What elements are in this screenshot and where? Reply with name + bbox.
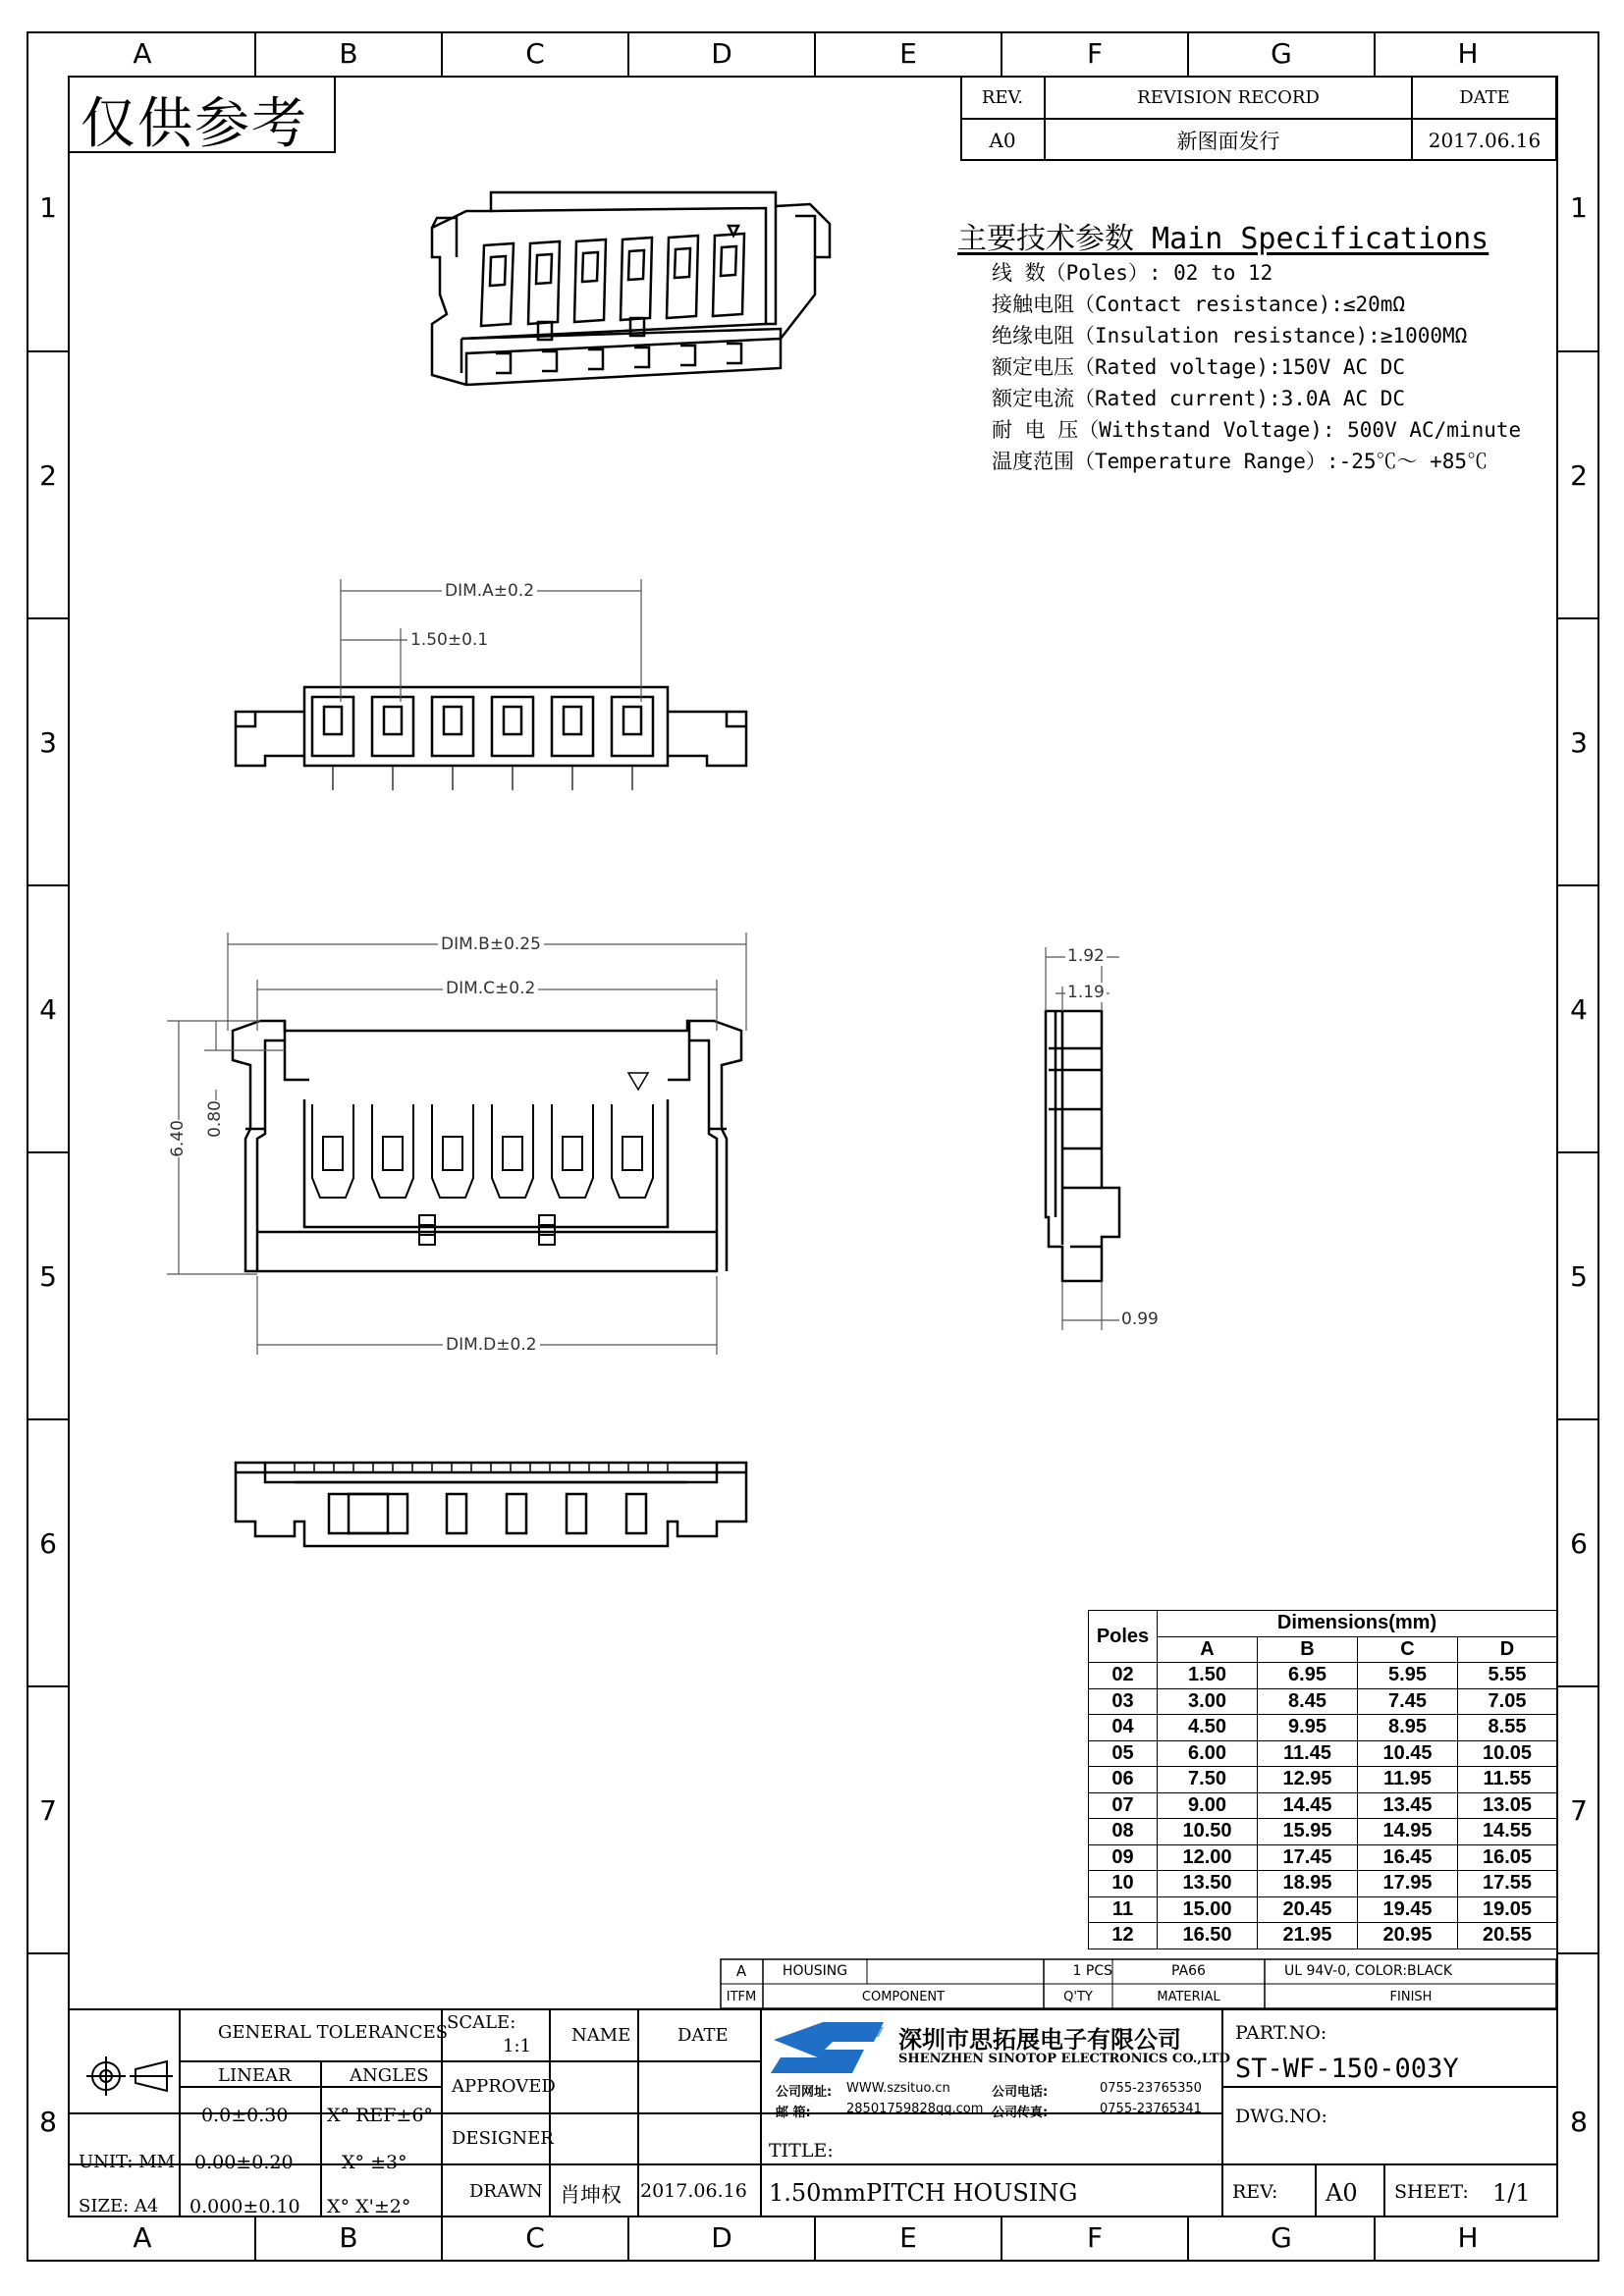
cell-a: 7.50 <box>1158 1767 1258 1793</box>
cell-b: 17.45 <box>1258 1844 1358 1871</box>
projection-symbol-icon <box>86 2056 173 2096</box>
scale-label: SCALE: <box>447 2012 516 2033</box>
linear-label: LINEAR <box>218 2065 292 2086</box>
dim-c-label: DIM.C±0.2 <box>443 979 538 998</box>
spec-rated-voltage: 额定电压（Rated voltage):150V AC DC <box>992 355 1406 379</box>
zone-row-6-right: 6 <box>1570 1527 1588 1560</box>
bom-item: A <box>735 1962 747 1980</box>
col-c-header: C <box>1358 1636 1458 1663</box>
zone-col-c: C <box>525 37 545 70</box>
angle-tolerance-1: X° REF±6° <box>327 2105 433 2126</box>
fax: 0755-23765341 <box>1100 2102 1202 2116</box>
rev-header: REV. <box>981 87 1024 108</box>
cell-c: 13.45 <box>1358 1792 1458 1819</box>
poles-cell: 03 <box>1089 1688 1158 1715</box>
cell-d: 20.55 <box>1458 1923 1557 1949</box>
dim-b-label: DIM.B±0.25 <box>438 934 544 954</box>
zone-col-h: H <box>1457 37 1479 70</box>
cell-d: 14.55 <box>1458 1819 1557 1845</box>
cell-b: 20.45 <box>1258 1896 1358 1923</box>
poles-cell: 05 <box>1089 1740 1158 1767</box>
bom-finish: UL 94V-0, COLOR:BLACK <box>1284 1963 1453 1979</box>
zone-row-5-right: 5 <box>1570 1260 1588 1293</box>
cell-a: 10.50 <box>1158 1819 1258 1845</box>
zone-row-4-right: 4 <box>1570 993 1588 1026</box>
unit-label: UNIT: MM <box>79 2152 176 2172</box>
tolerance-3: 0.000±0.10 <box>189 2196 300 2217</box>
poles-cell: 11 <box>1089 1896 1158 1923</box>
cell-c: 11.95 <box>1358 1767 1458 1793</box>
title-label: TITLE: <box>769 2140 834 2162</box>
zone-row-3-right: 3 <box>1570 726 1588 759</box>
sheet-label: SHEET: <box>1394 2181 1469 2203</box>
spec-temperature-range: 温度范围（Temperature Range）:-25℃～ +85℃ <box>992 450 1489 473</box>
pitch-label: 1.50±0.1 <box>407 630 491 650</box>
fax-label: 公司传真: <box>992 2106 1049 2120</box>
zone-row-8: 8 <box>39 2106 57 2138</box>
zone-col-d: D <box>711 37 732 70</box>
poles-header: Poles <box>1089 1611 1158 1663</box>
bom-item-header: ITFM <box>726 1989 757 2004</box>
cell-a: 9.00 <box>1158 1792 1258 1819</box>
zone-col-g-bottom: G <box>1271 2221 1292 2254</box>
drawn-label: DRAWN <box>469 2181 543 2202</box>
zone-row-2-right: 2 <box>1570 459 1588 492</box>
height-label: 6.40 <box>167 1120 188 1157</box>
phone-label: 公司电话: <box>992 2085 1049 2100</box>
cell-d: 17.55 <box>1458 1871 1557 1897</box>
cell-d: 10.05 <box>1458 1740 1557 1767</box>
phone: 0755-23765350 <box>1100 2081 1202 2096</box>
date-column-header: DATE <box>677 2025 729 2046</box>
bom-component: HOUSING <box>782 1963 848 1979</box>
spec-insulation-resistance: 绝缘电阻（Insulation resistance):≥1000MΩ <box>992 324 1468 347</box>
zone-col-b-bottom: B <box>339 2221 358 2254</box>
designer-label: DESIGNER <box>452 2128 554 2149</box>
cell-d: 16.05 <box>1458 1844 1557 1871</box>
cell-b: 14.45 <box>1258 1792 1358 1819</box>
tolerance-2: 0.00±0.20 <box>194 2152 294 2173</box>
name-header: NAME <box>571 2025 631 2046</box>
rev-value: A0 <box>989 128 1016 152</box>
cell-b: 6.95 <box>1258 1663 1358 1689</box>
cell-c: 20.95 <box>1358 1923 1458 1949</box>
col-b-header: B <box>1258 1636 1358 1663</box>
cell-c: 7.45 <box>1358 1688 1458 1715</box>
general-tolerances-label: GENERAL TOLERANCES <box>218 2022 449 2043</box>
zone-row-2: 2 <box>39 459 57 492</box>
zone-row-8-right: 8 <box>1570 2106 1588 2138</box>
cell-b: 8.45 <box>1258 1688 1358 1715</box>
cell-a: 4.50 <box>1158 1715 1258 1741</box>
angle-tolerance-2: X° ±3° <box>342 2152 407 2173</box>
website-label: 公司网址: <box>776 2085 833 2100</box>
zone-col-f-bottom: F <box>1086 2221 1104 2254</box>
poles-cell: 09 <box>1089 1844 1158 1871</box>
bom-material-header: MATERIAL <box>1157 1989 1220 2004</box>
side-dim-2-label: 1.19 <box>1067 983 1105 1002</box>
cell-d: 7.05 <box>1458 1688 1557 1715</box>
bom-qty-header: Q'TY <box>1063 1989 1093 2004</box>
company-name-en: SHENZHEN SINOTOP ELECTRONICS CO.,LTD <box>898 2052 1230 2066</box>
zone-col-a: A <box>133 37 152 70</box>
bom-component-header: COMPONENT <box>861 1989 946 2004</box>
cell-d: 13.05 <box>1458 1792 1557 1819</box>
email: 28501759828qq.com <box>846 2102 984 2116</box>
zone-col-f: F <box>1086 37 1104 70</box>
zone-col-d-bottom: D <box>711 2221 732 2254</box>
revision-record-value: 新图面发行 <box>1176 129 1280 153</box>
zone-col-c-bottom: C <box>525 2221 545 2254</box>
angles-label: ANGLES <box>350 2065 429 2086</box>
cell-d: 8.55 <box>1458 1715 1557 1741</box>
cell-b: 9.95 <box>1258 1715 1358 1741</box>
zone-col-h-bottom: H <box>1457 2221 1479 2254</box>
zone-row-3: 3 <box>39 726 57 759</box>
col-a-header: A <box>1158 1636 1258 1663</box>
cell-b: 11.45 <box>1258 1740 1358 1767</box>
zone-col-a-bottom: A <box>133 2221 152 2254</box>
tolerance-1: 0.0±0.30 <box>201 2105 289 2126</box>
cell-c: 5.95 <box>1358 1663 1458 1689</box>
poles-cell: 04 <box>1089 1715 1158 1741</box>
size-label: SIZE: A4 <box>79 2196 159 2216</box>
cell-a: 1.50 <box>1158 1663 1258 1689</box>
bom-finish-header: FINISH <box>1389 1989 1433 2004</box>
poles-cell: 02 <box>1089 1663 1158 1689</box>
poles-cell: 08 <box>1089 1819 1158 1845</box>
spec-withstand-voltage: 耐 电 压（Withstand Voltage): 500V AC/minute <box>992 418 1522 442</box>
offset-label: 0.80 <box>204 1100 225 1138</box>
reference-only-label: 仅供参考 <box>81 92 308 156</box>
company-name-cn: 深圳市思拓展电子有限公司 <box>898 2026 1181 2054</box>
part-number: ST-WF-150-003Y <box>1235 2054 1459 2084</box>
zone-col-b: B <box>339 37 358 70</box>
cell-a: 15.00 <box>1158 1896 1258 1923</box>
scale-value: 1:1 <box>503 2036 531 2056</box>
cell-c: 14.95 <box>1358 1819 1458 1845</box>
zone-col-e: E <box>899 37 917 70</box>
poles-cell: 12 <box>1089 1923 1158 1949</box>
zone-col-e-bottom: E <box>899 2221 917 2254</box>
company-logo-icon <box>771 2022 884 2073</box>
drawing-title: 1.50mmPITCH HOUSING <box>769 2179 1078 2207</box>
cell-c: 17.95 <box>1358 1871 1458 1897</box>
dim-d-label: DIM.D±0.2 <box>443 1335 540 1355</box>
rev-number: A0 <box>1326 2179 1358 2207</box>
email-label: 邮 箱: <box>776 2106 811 2120</box>
cell-d: 5.55 <box>1458 1663 1557 1689</box>
date-header: DATE <box>1459 87 1510 108</box>
cell-c: 19.45 <box>1358 1896 1458 1923</box>
zone-row-7-right: 7 <box>1570 1794 1588 1827</box>
angle-tolerance-3: X° X'±2° <box>327 2196 411 2217</box>
zone-row-1-right: 1 <box>1570 191 1588 224</box>
dimensions-header: Dimensions(mm) <box>1158 1611 1557 1637</box>
drawn-date: 2017.06.16 <box>640 2180 747 2202</box>
website: WWW.szsituo.cn <box>846 2081 950 2096</box>
bom-qty: 1 PCS <box>1072 1963 1112 1979</box>
zone-row-1: 1 <box>39 191 57 224</box>
zone-row-6: 6 <box>39 1527 57 1560</box>
zone-row-4: 4 <box>39 993 57 1026</box>
cell-d: 19.05 <box>1458 1896 1557 1923</box>
cell-a: 13.50 <box>1158 1871 1258 1897</box>
dim-a-label: DIM.A±0.2 <box>442 581 537 601</box>
cell-b: 12.95 <box>1258 1767 1358 1793</box>
revision-record-header: REVISION RECORD <box>1137 87 1320 108</box>
cell-c: 10.45 <box>1358 1740 1458 1767</box>
part-no-label: PART.NO: <box>1235 2022 1327 2044</box>
poles-cell: 10 <box>1089 1871 1158 1897</box>
bom-material: PA66 <box>1171 1963 1206 1979</box>
cell-b: 18.95 <box>1258 1871 1358 1897</box>
poles-cell: 06 <box>1089 1767 1158 1793</box>
cell-b: 21.95 <box>1258 1923 1358 1949</box>
drawn-by-name: 肖坤权 <box>560 2183 622 2207</box>
cell-d: 11.55 <box>1458 1767 1557 1793</box>
rev-label: REV: <box>1232 2181 1278 2203</box>
cell-a: 16.50 <box>1158 1923 1258 1949</box>
date-value: 2017.06.16 <box>1428 128 1542 152</box>
sheet-number: 1/1 <box>1492 2179 1531 2207</box>
side-dim-3-label: 0.99 <box>1121 1309 1159 1329</box>
zone-row-7: 7 <box>39 1794 57 1827</box>
cell-a: 12.00 <box>1158 1844 1258 1871</box>
poles-cell: 07 <box>1089 1792 1158 1819</box>
spec-contact-resistance: 接触电阻（Contact resistance):≤20mΩ <box>992 293 1406 316</box>
specs-title: 主要技术参数 Main Specifications <box>957 222 1489 256</box>
cell-c: 16.45 <box>1358 1844 1458 1871</box>
cell-a: 3.00 <box>1158 1688 1258 1715</box>
zone-col-g: G <box>1271 37 1292 70</box>
spec-rated-current: 额定电流（Rated current):3.0A AC DC <box>992 387 1406 410</box>
col-d-header: D <box>1458 1636 1557 1663</box>
cell-b: 15.95 <box>1258 1819 1358 1845</box>
zone-row-5: 5 <box>39 1260 57 1293</box>
side-dim-1-label: 1.92 <box>1067 946 1105 966</box>
cell-a: 6.00 <box>1158 1740 1258 1767</box>
spec-poles: 线 数（Poles）: 02 to 12 <box>992 261 1273 285</box>
dwg-no-label: DWG.NO: <box>1235 2106 1327 2127</box>
cell-c: 8.95 <box>1358 1715 1458 1741</box>
approved-label: APPROVED <box>452 2076 556 2097</box>
